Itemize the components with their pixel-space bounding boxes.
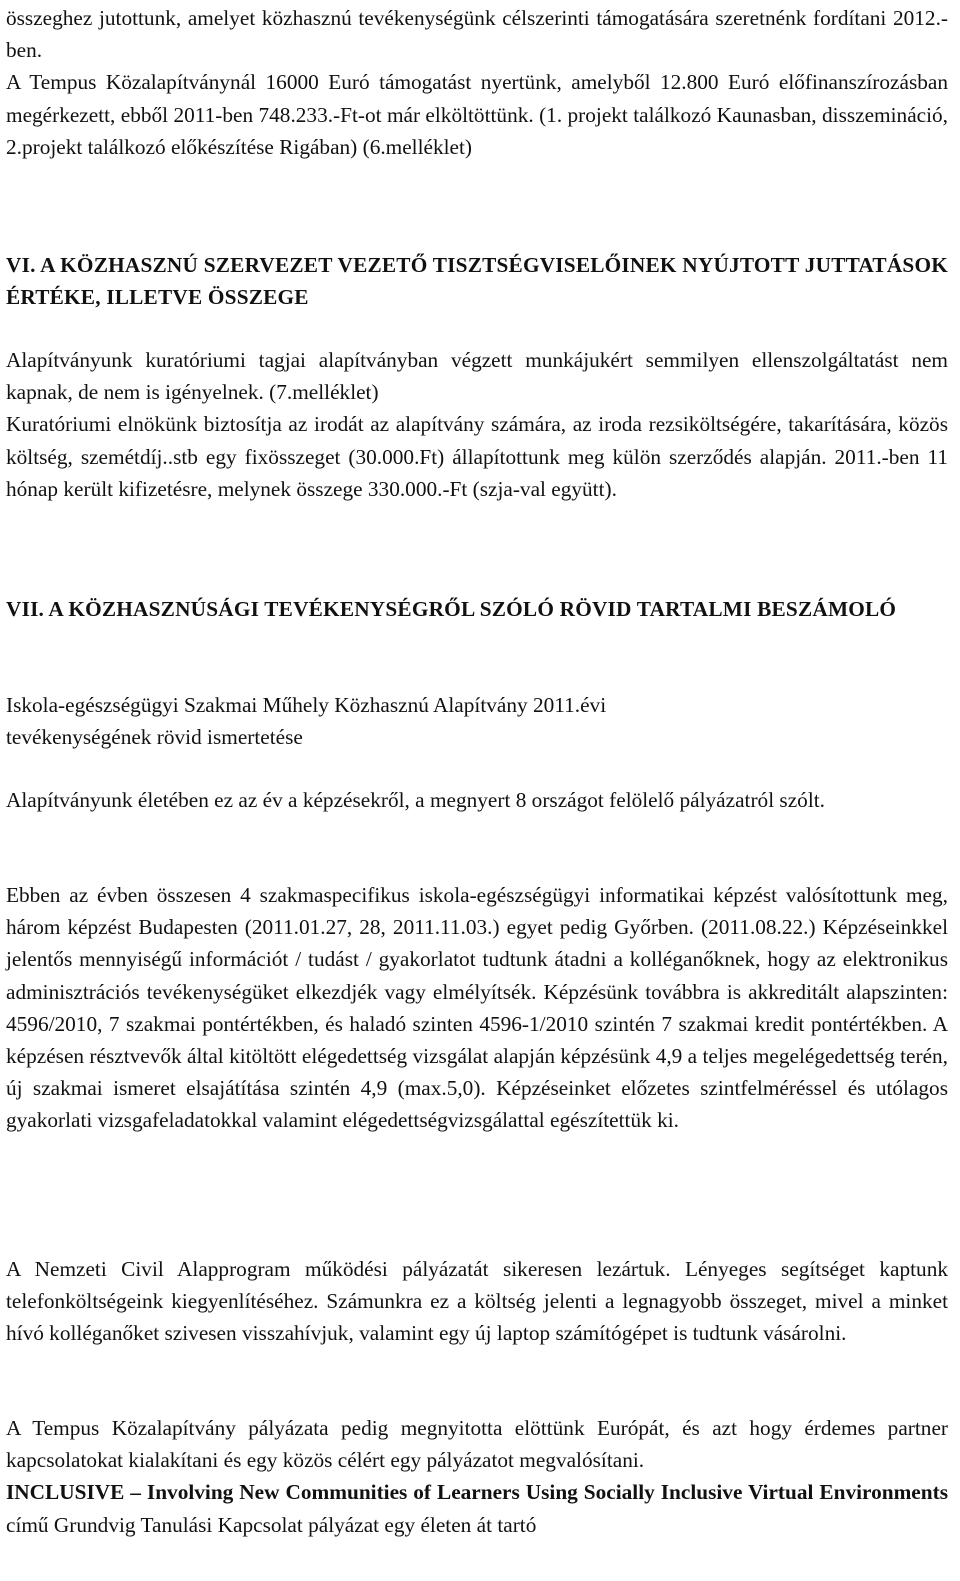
section-7-paragraph-1-block [6, 784, 948, 816]
section-6-body [6, 344, 948, 505]
project-title-bold: INCLUSIVE – Involving New Communities of Learners Using Socially Inclusive Virtual Environments [6, 1480, 948, 1505]
section-7-paragraph-4: A Tempus Közalapítvány pályázata pedig megnyitotta elöttünk Európát, és azt hogy érdemes partner kapcsolatokat kialakítani és egy közös célért egy pályázatot megvalósítani. [6, 1416, 948, 1473]
project-title-rest: című Grundvig Tanulási Kapcsolat pályázat egy életen át tartó [6, 1512, 537, 1537]
section-7-paragraph-4-block [6, 1412, 948, 1541]
section-7-paragraph-2-block [6, 879, 948, 1137]
intro-block [6, 2, 948, 163]
section-7 [6, 593, 948, 625]
section-7-title: VII. A KÖZHASZNÚSÁGI TEVÉKENYSÉGRŐL SZÓLÓ RÖVID TARTALMI BESZÁMOLÓ [6, 597, 897, 621]
section-6-paragraph-2: Kuratóriumi elnökünk biztosítja az irodát az alapítvány számára, az iroda rezsiköltségére, takarítására, közös költség, szemétdíj..stb egy fixösszeget (30.000.Ft) állapítottunk meg külön szerződés alapján. 2011.-ben 11 hónap került kifizetésre, melynek összege 330.000.-Ft (szja-val együtt). [6, 412, 948, 501]
section-6 [6, 249, 948, 313]
section-7-paragraph-3-block [6, 1253, 948, 1350]
section-7-paragraph-5 [6, 1476, 948, 1540]
section-7-paragraph-3: A Nemzeti Civil Alapprogram működési pályázatát sikeresen lezártuk. Lényeges segítséget kaptunk telefonköltségeink kiegyenlítéséhez. Számunkra ez a költség jelenti a legnagyobb összeget, mivel a minket hívó kolléganőket szivesen visszahívjuk, valamint egy új laptop számítógépet is tudtunk vásárolni. [6, 1257, 948, 1346]
section-7-paragraph-2: Ebben az évben összesen 4 szakmaspecifikus iskola-egészségügyi informatikai képzést valósítottunk meg, három képzést Budapesten (2011.01.27, 28, 2011.11.03.) egyet pedig Győrben. (2011.08.22.) Képzéseinkkel jelentős mennyiségű információt / tudást / gyakorlatot tudtunk átadni a kolléganőknek, hogy az elektronikus adminisztrációs tevékenységüket elkezdjék vagy elmélyítsék. Képzésünk továbbra is akkreditált alapszinten: 4596/2010, 7 szakmai pontértékben, és haladó szinten 4596-1/2010 szintén 7 szakmai kredit pontértékben. A képzésen résztvevők által kitöltött elégedettség vizsgálat alapján képzésünk 4,9 a teljes megelégedettség terén, új szakmai ismeret elsajátítása szintén 4,9 (max.5,0). Képzéseinket előzetes szintfelméréssel és utólagos gyakorlati vizsgafeladatokkal valamint elégedettségvizsgálattal egészítettük ki. [6, 883, 948, 1133]
section-6-paragraph-1: Alapítványunk kuratóriumi tagjai alapítványban végzett munkájukért semmilyen ellenszolgáltatást nem kapnak, de nem is igényelnek. (7.melléklet) [6, 348, 948, 405]
section-7-subtitle-line-1: Iskola-egészségügyi Szakmai Műhely Közhasznú Alapítvány 2011.évi [6, 693, 607, 717]
section-7-paragraph-1: Alapítványunk életében ez az év a képzésekről, a megnyert 8 országot felölelő pályázatról szólt. [6, 788, 825, 812]
intro-paragraph-2: A Tempus Közalapítványnál 16000 Euró támogatást nyertünk, amelyből 12.800 Euró előfinanszírozásban megérkezett, ebből 2011-ben 748.233.-Ft-ot már elköltöttünk. (1. projekt találkozó Kaunasban, disszemináció, 2.projekt találkozó előkészítése Rigában) (6.melléklet) [6, 70, 948, 159]
intro-paragraph-1: összeghez jutottunk, amelyet közhasznú tevékenységünk célszerinti támogatására szeretnénk fordítani 2012.-ben. [6, 6, 948, 63]
section-7-subtitle-line-2: tevékenységének rövid ismertetése [6, 725, 303, 750]
section-6-title: VI. A KÖZHASZNÚ SZERVEZET VEZETŐ TISZTSÉGVISELŐINEK NYÚJTOTT JUTTATÁSOK ÉRTÉKE, ILLETVE ÖSSZEGE [6, 253, 948, 310]
section-7-subtitle [6, 689, 948, 753]
